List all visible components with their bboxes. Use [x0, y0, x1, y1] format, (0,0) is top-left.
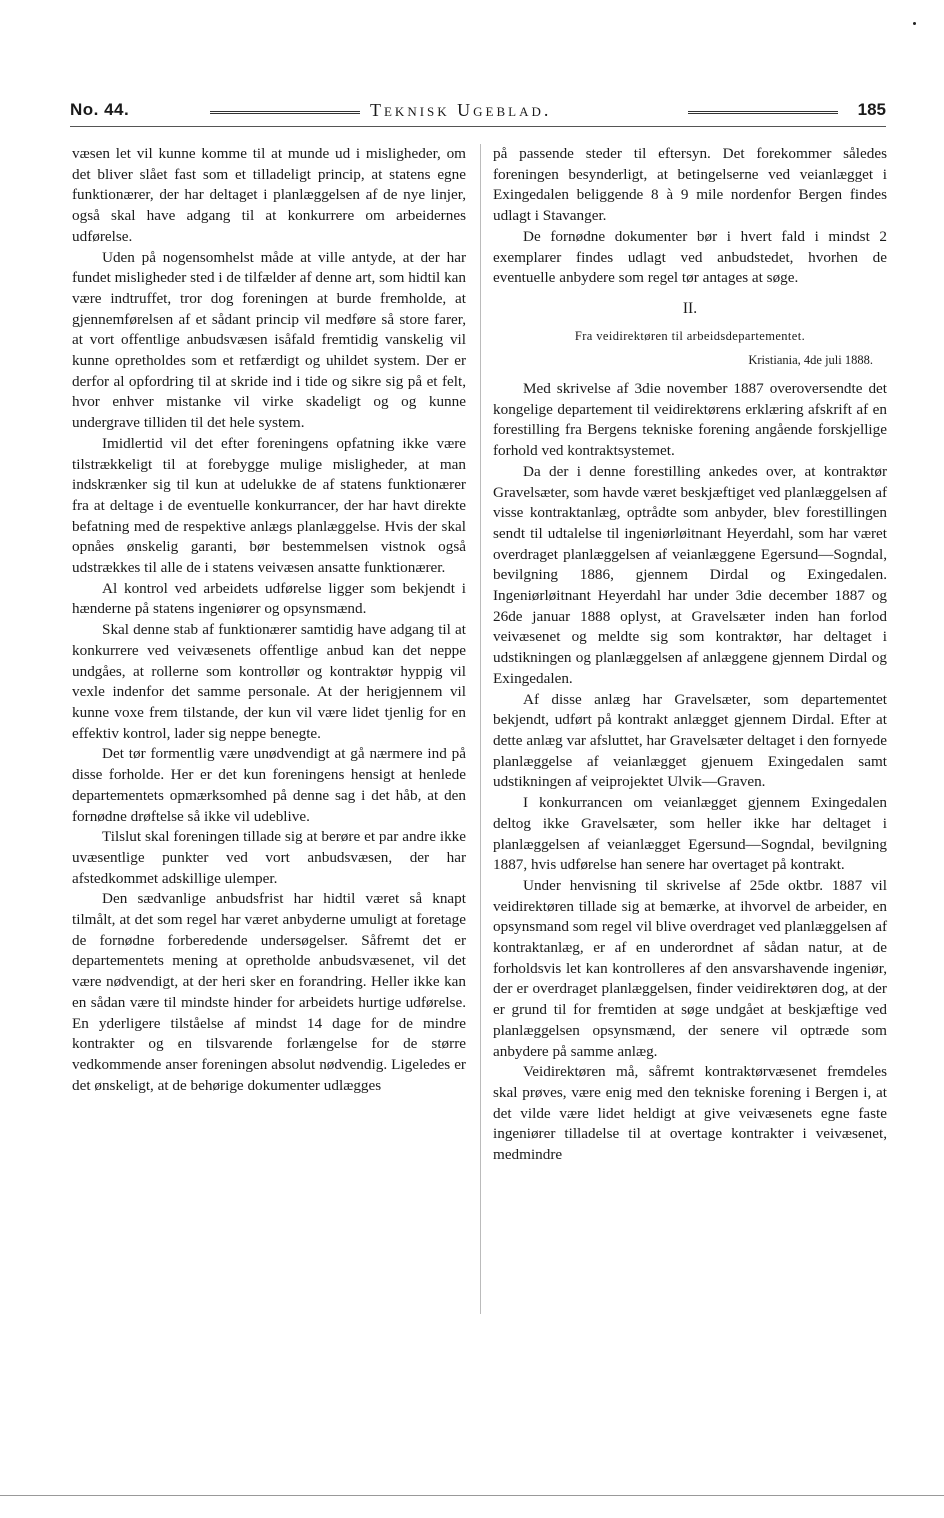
paragraph: I konkurrancen om veianlægget gjennem Exingedalen deltog ikke Gravelsæter, som heller ikke har deltaget i planlæggelsen af veianlægget Egersund—Sogndal, bevilgning 1887, hvis udførelse han senere har overtaget på kontrakt.: [493, 794, 887, 874]
paragraph: Tilslut skal foreningen tillade sig at berøre et par andre ikke uvæsentlige punkter ved vort anbudsvæsen, der har afstedkommet adskillige ulemper.: [72, 828, 466, 887]
header-underline: [70, 126, 886, 127]
section-dateline: Kristiania, 4de juli 1888.: [748, 353, 873, 368]
running-header: [70, 94, 886, 128]
paragraph: Al kontrol ved arbeidets udførelse ligger som bekjendt i hænderne på statens ingeniører og opsynsmænd.: [72, 579, 466, 618]
right-column: [493, 144, 887, 1166]
paragraph: De fornødne dokumenter bør i hvert fald i mindst 2 exemplarer findes udlagt ved anbudstedet, hvorhen de eventuelle anbydere som regel tør antages at søge.: [493, 227, 887, 287]
paragraph: Af disse anlæg har Gravelsæter, som departementet bekjendt, udført på kontrakt anlægget gjennem Dirdal. Efter at dette anlæg var afsluttet, har Gravelsæter deltaget i den fornyede planlæggelse af veianlægget gjenuem Exingedalen samt udstikningen af veiprojektet Ulvik—Graven.: [493, 690, 887, 791]
paragraph: Den sædvanlige anbudsfrist har hidtil været så knapt tilmålt, at det som regel har været anbyderne umuligt at foretage de fornødne forberedende undersøgelser. Såfremt det er departementets mening at opretholde anbudsvæsenet, vil det være nødvendigt, at der heri sker en forandring. Heller ikke kan en sådan være til mindste hinder for arbeidets hurtige udførelse. En yderligere tilståelse af mindst 14 dage for de mindre kontrakter og en tilsvarende forlængelse for de større vedkommende anser foreningen absolut nødvendig. Ligeledes er det ønskeligt, at de behørige dokumenter udlægges: [72, 890, 466, 1094]
paragraph: Uden på nogensomhelst måde at ville antyde, at der har fundet misligheder sted i de tilfælder af denne art, som hidtil kan være indtruffet, tror dog foreningen at burde fremholde, at gjennemførelsen af et sådant princip vil medføre så store farer, at vort offentlige anbudsvæsen isåfald fremtidig vanskelig vil kunne opretholdes som et retfærdigt og uhildet system. Der er derfor al opfordring til at skride ind i tide og sikre sig på et felt, hvor enhver mistanke vil virke skadeligt og og kunne undergrave tilliden til det hele system.: [72, 248, 466, 432]
section-number: II.: [682, 299, 698, 317]
section-subtitle: Fra veidirektøren til arbeidsdepartementet.: [574, 328, 806, 343]
paragraph: væsen let vil kunne komme til at munde ud i misligheder, om det bliver slået fast som et tilladeligt princip, at statens egne funktionærer, der har deltaget i planlæggelsen af de nye linjer, også skal have adgang til at konkurrere om arbeidernes udførelse.: [72, 145, 466, 245]
issue-number: No. 44.: [70, 100, 130, 119]
left-column: [72, 144, 466, 1096]
header-rule-left: [210, 111, 360, 114]
paragraph: Veidirektøren må, såfremt kontraktørvæsenet fremdeles skal prøves, være enig med den tekniske forening i Bergen i, at det vilde være lidet heldigt at give veivæsenets egne faste ingeniører tilladelse til at overtage kontrakter i veivæsenet, medmindre: [493, 1063, 887, 1164]
page-edge-line: [0, 1495, 944, 1496]
paragraph: på passende steder til eftersyn. Det forekommer således foreningen besynderligt, at betingelserne ved veianlægget i Exingedalen beliggende 8 à 9 mile nordenfor Bergen findes udlagt i Stavanger.: [493, 145, 887, 225]
paragraph: Imidlertid vil det efter foreningens opfatning ikke være tilstrækkeligt til at forebygge mulige misligheder, at man indskrænker sig til kun at udelukke de af statens funktionærer fra at deltage i de eventuelle konkurrancer, der har havt direkte befatning med de respektive anlægs planlæggelse. Hvis der skal opnåes ønskelig garanti, bør bestemmelsen vistnok også udstrækkes til alle de i statens veivæsen ansatte funktionærer.: [72, 434, 466, 577]
paragraph: Med skrivelse af 3die november 1887 overoversendte det kongelige departement til veidirektørens erklæring afskrift af en forestilling fra Bergens tekniske forening angående forskjellige forhold ved kontraktsystemet.: [493, 380, 887, 460]
speck-mark: [913, 22, 916, 25]
paragraph: Skal denne stab af funktionærer samtidig have adgang til at konkurrere ved veivæsenets offentlige anbud kan det neppe undgåes, at rollerne som kontrollør og kontraktør hyppig vil vexle indenfor det samme personale. At der herigjennem vil kunne voxe frem tilstande, der kun vil være lidet tjenlig for en effektiv kontrol, lader sig neppe benegte.: [72, 621, 466, 742]
page-number: 185: [857, 100, 886, 119]
paragraph: Det tør formentlig være unødvendigt at gå nærmere ind på disse forholde. Her er det kun foreningens hensigt at henlede departementets opmærksomhed på denne sag i det håb, at den fornødne drøftelse så ikke vil udeblive.: [72, 745, 466, 825]
paragraph: Under henvisning til skrivelse af 25de oktbr. 1887 vil veidirektøren tillade sig at bemærke, at ihvorvel de arbeider, en opsynsmand som regel vil blive overdraget ved planlæggelsen af kontraktanlæg, er af en underordnet af sådan natur, at de forholdsvis let kan kontrolleres af den ansvarshavende ingeniør, der er overdraget planlæggelsen, finder veidirektøren dog, at der er grund til for fremtiden at søge undgået at beskjæftige ved planlæggelsen opsynsmænd, der senere vil optræde som anbydere på samme anlæg.: [493, 876, 887, 1060]
column-divider: [480, 144, 481, 1314]
journal-title: Teknisk Ugeblad.: [370, 100, 552, 120]
paragraph: Da der i denne forestilling ankedes over, at kontraktør Gravelsæter, som havde været beskjæftiget ved planlæggelsen af visse kontraktanlæg, optrådte som anbyder, blev forestillingen sendt til udtalelse til ingeniørløitnant Heyerdahl, som har været overdraget planlæggelsen af veianlæggene Egersund—Sogndal, bevilgning 1886, gjennem Dirdal og Exingedalen. Ingeniørløitnant Heyerdahl har under 3die december 1887 og 26de januar 1888 oplyst, at Gravelsæter inden han forlod veivæsenet og meldte sig som kontraktør, har deltaget i udstikningen og planlæggelsen af anlæggene gjennem Dirdal og Exingedalen.: [493, 462, 887, 687]
header-rule-right: [688, 111, 838, 114]
